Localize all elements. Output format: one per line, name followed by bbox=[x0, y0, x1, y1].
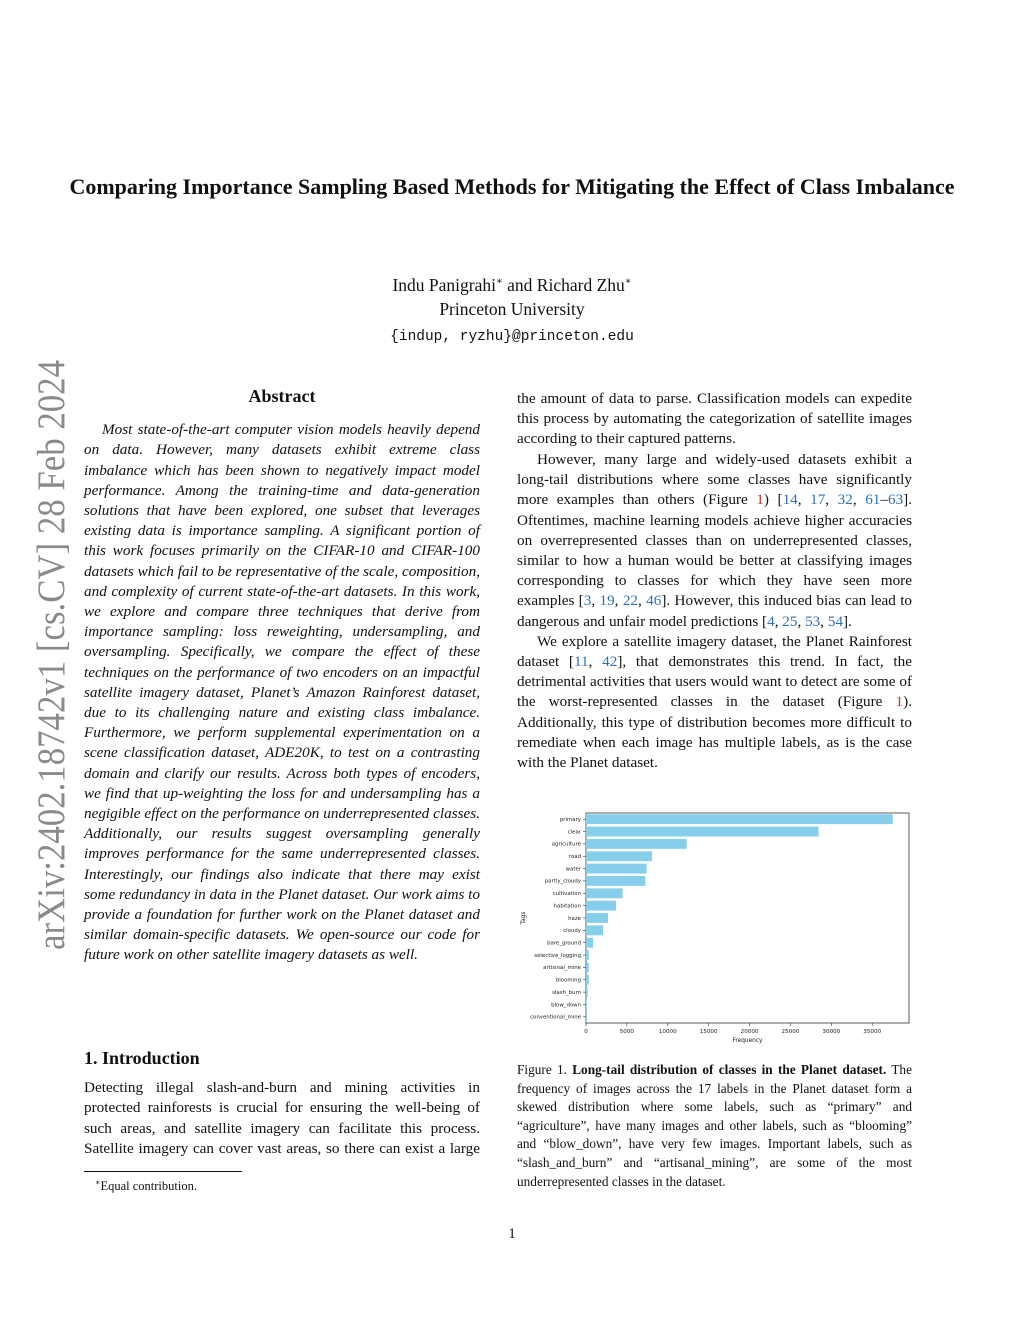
x-tick-label: 5000 bbox=[619, 1029, 635, 1035]
x-tick-label: 25000 bbox=[781, 1029, 800, 1035]
bar bbox=[586, 1012, 587, 1022]
abstract-text: Most state-of-the-art computer vision models heavily depend on data. However, many datasets exhibit extreme class imbalance which has been shown to negatively impact model performance. Among the training-time and data-generation solutions that have been explored, one subset that leverages existing data is importance sampling. A significant portion of this work focuses primarily on the CIFAR-10 and CIFAR-100 datasets which fail to be representative of the scale, composition, and complexity of current state-of-the-art datasets. In this work, we explore and compare three techniques that derive from importance sampling: loss reweighting, undersampling, and oversampling. Specifically, we compare the effect of these techniques on the performance of two encoders on an impactful satellite imagery dataset, Planet’s Amazon Rainforest dataset, due to its challenging nature and existing class imbalance. Furthermore, we perform supplemental experimentation on a scene classification dataset, ADE20K, to test on a contrasting domain and clarify our results. Across both types of encoders, we find that up-weighting the loss for and undersampling has a negigible effect on the performance on underrepresented classes. Additionally, our results suggest oversampling generally improves performance for the same underrepresented classes. Interestingly, our findings also indicate that there may exist some redundancy in data in the Planet dataset. Our work aims to provide a foundation for further work on the Planet dataset and similar domain-specific datasets. We open-source our code for future work on other satellite imagery datasets as well. bbox=[84, 421, 480, 964]
citation-link[interactable]: 25 bbox=[782, 612, 798, 630]
equal-contribution-mark: ∗ bbox=[495, 276, 503, 287]
x-tick-label: 15000 bbox=[699, 1029, 718, 1035]
arxiv-id-text: arXiv:2402.18742v1 [cs.CV] 28 Feb 2024 bbox=[30, 355, 70, 950]
author-name: Richard Zhu bbox=[536, 274, 625, 295]
y-tick-label: water bbox=[565, 866, 581, 873]
intro-paragraph-3: We explore a satellite imagery dataset, the Planet Rainforest dataset [11, 42], that demonstrates this trend. In fact, the detrimental activities that users would want to detect are some of the worst-represented classes in the dataset (Figure 1). Additionally, this type of distribution becomes more difficult to remediate when each image has multiple labels, as is the case with the Planet dataset. bbox=[517, 632, 912, 772]
citation-link[interactable]: 3 bbox=[583, 592, 592, 610]
bar bbox=[586, 950, 589, 960]
arxiv-identifier bbox=[30, 355, 70, 950]
intro-paragraph-1: Detecting illegal slash-and-burn and mining activities in protected rainforests is crucial for ensuring the well-being of such areas, and satellite imagery can facilitate this process. Satellite imagery can cover vast areas, so there can exist a large bbox=[84, 1079, 480, 1157]
footnote: ∗Equal contribution. bbox=[95, 1178, 197, 1194]
bar bbox=[586, 901, 616, 911]
y-tick-label: partly_cloudy bbox=[544, 878, 581, 885]
footnote-text: Equal contribution. bbox=[100, 1179, 197, 1194]
caption-title: Long-tail distribution of classes in the Planet dataset. bbox=[572, 1062, 887, 1077]
bar bbox=[586, 888, 623, 898]
y-tick-label: clear bbox=[567, 829, 581, 836]
bar bbox=[586, 814, 893, 824]
paper-title: Comparing Importance Sampling Based Methods for Mitigating the Effect of Class Imbalance bbox=[69, 174, 955, 199]
citation-link[interactable]: 32 bbox=[837, 491, 853, 509]
bar-chart bbox=[517, 808, 917, 1048]
bar bbox=[586, 1000, 587, 1010]
equal-contribution-mark: ∗ bbox=[624, 276, 632, 287]
abstract-heading: Abstract bbox=[248, 386, 316, 406]
figure-reference-link[interactable]: 1 bbox=[895, 693, 904, 711]
citation-link[interactable]: 61 bbox=[865, 491, 881, 509]
y-tick-label: artisinal_mine bbox=[543, 965, 581, 972]
citation-link[interactable]: 63 bbox=[887, 491, 904, 509]
y-tick-label: blooming bbox=[555, 977, 581, 984]
y-tick-label: conventional_mine bbox=[530, 1014, 581, 1021]
citation-link[interactable]: 46 bbox=[646, 592, 662, 610]
caption-label: Figure 1. bbox=[517, 1062, 567, 1077]
author-name: Indu Panigrahi bbox=[392, 274, 496, 295]
y-tick-label: habitation bbox=[553, 903, 581, 910]
bar bbox=[586, 827, 818, 837]
intro-paragraph-1-continued: the amount of data to parse. Classification models can expedite this process by automating the categorization of satellite images according to their captured patterns. bbox=[517, 389, 912, 448]
bar bbox=[586, 975, 589, 985]
bar bbox=[586, 913, 608, 923]
y-tick-label: slash_burn bbox=[552, 989, 581, 996]
bar bbox=[586, 925, 603, 935]
bar bbox=[586, 962, 589, 972]
x-tick-label: 35000 bbox=[863, 1029, 882, 1035]
citation-link[interactable]: 54 bbox=[827, 612, 844, 630]
intro-paragraph-2: However, many large and widely-used datasets exhibit a long-tail distributions where some classes have significantly more examples than others (Figure 1) [14, 17, 32, 61–63]. Oftentimes, machine learning models achieve higher accuracies on overrepresented classes than on underrepresented classes, similar to how a human would be better at classifying images corresponding to classes for which they have seen more examples [3, 19, 22, 46]. However, this induced bias can lead to dangerous and unfair model predictions [4, 25, 53, 54]. bbox=[517, 451, 913, 630]
citation-link[interactable]: 4 bbox=[767, 612, 775, 630]
citation-link[interactable]: 11 bbox=[573, 653, 589, 671]
citation-link[interactable]: 53 bbox=[805, 612, 821, 630]
figure-1-caption bbox=[517, 1061, 912, 1191]
y-tick-label: road bbox=[568, 854, 581, 861]
y-tick-label: cultivation bbox=[552, 891, 581, 898]
citation-link[interactable]: 17 bbox=[810, 491, 826, 509]
x-tick-label: 20000 bbox=[740, 1029, 759, 1035]
x-tick-label: 10000 bbox=[658, 1029, 677, 1035]
x-axis-label: Frequency bbox=[732, 1038, 763, 1044]
bar bbox=[586, 851, 652, 861]
abstract-section bbox=[84, 386, 480, 966]
bar bbox=[586, 987, 588, 997]
bar bbox=[586, 876, 645, 886]
right-column-text bbox=[517, 389, 912, 773]
affiliation: Princeton University bbox=[439, 298, 585, 319]
y-tick-label: blow_down bbox=[551, 1002, 581, 1009]
author-email: {indup, ryzhu}@princeton.edu bbox=[390, 328, 634, 345]
citation-link[interactable]: 14 bbox=[782, 491, 798, 509]
footnote-rule bbox=[84, 1171, 242, 1172]
introduction-section bbox=[84, 1048, 480, 1158]
x-tick-label: 0 bbox=[584, 1029, 588, 1035]
citation-link[interactable]: 19 bbox=[599, 592, 615, 610]
y-tick-label: agriculture bbox=[551, 841, 581, 848]
y-axis-label: Tags bbox=[521, 911, 527, 925]
y-tick-label: primary bbox=[559, 816, 581, 823]
figure-reference-link[interactable]: 1 bbox=[756, 491, 764, 509]
author-block bbox=[60, 270, 964, 349]
bar bbox=[586, 938, 593, 948]
page-number: 1 bbox=[508, 1226, 516, 1242]
y-tick-label: cloudy bbox=[563, 928, 581, 935]
figure-1-chart bbox=[517, 808, 917, 1048]
y-tick-label: haze bbox=[568, 915, 581, 922]
citation-link[interactable]: 22 bbox=[622, 592, 638, 610]
author-conjunction: and bbox=[507, 274, 533, 295]
y-tick-label: bare_ground bbox=[547, 940, 581, 947]
bar bbox=[586, 864, 647, 874]
introduction-heading: 1. Introduction bbox=[84, 1048, 200, 1068]
bar bbox=[586, 839, 687, 849]
caption-text: The frequency of images across the 17 labels in the Planet dataset form a skewed distribution where some labels, such as “primary” and “agriculture”, have many images and other labels, such as “blooming” and “blow_down”, have very few images. Important labels, such as “slash_and_burn” and “artisanal_mining”, are some of the most underrepresented classes in the dataset. bbox=[517, 1062, 912, 1189]
citation-link[interactable]: 42 bbox=[602, 653, 618, 671]
y-tick-label: selective_logging bbox=[534, 952, 581, 959]
x-tick-label: 30000 bbox=[822, 1029, 841, 1035]
